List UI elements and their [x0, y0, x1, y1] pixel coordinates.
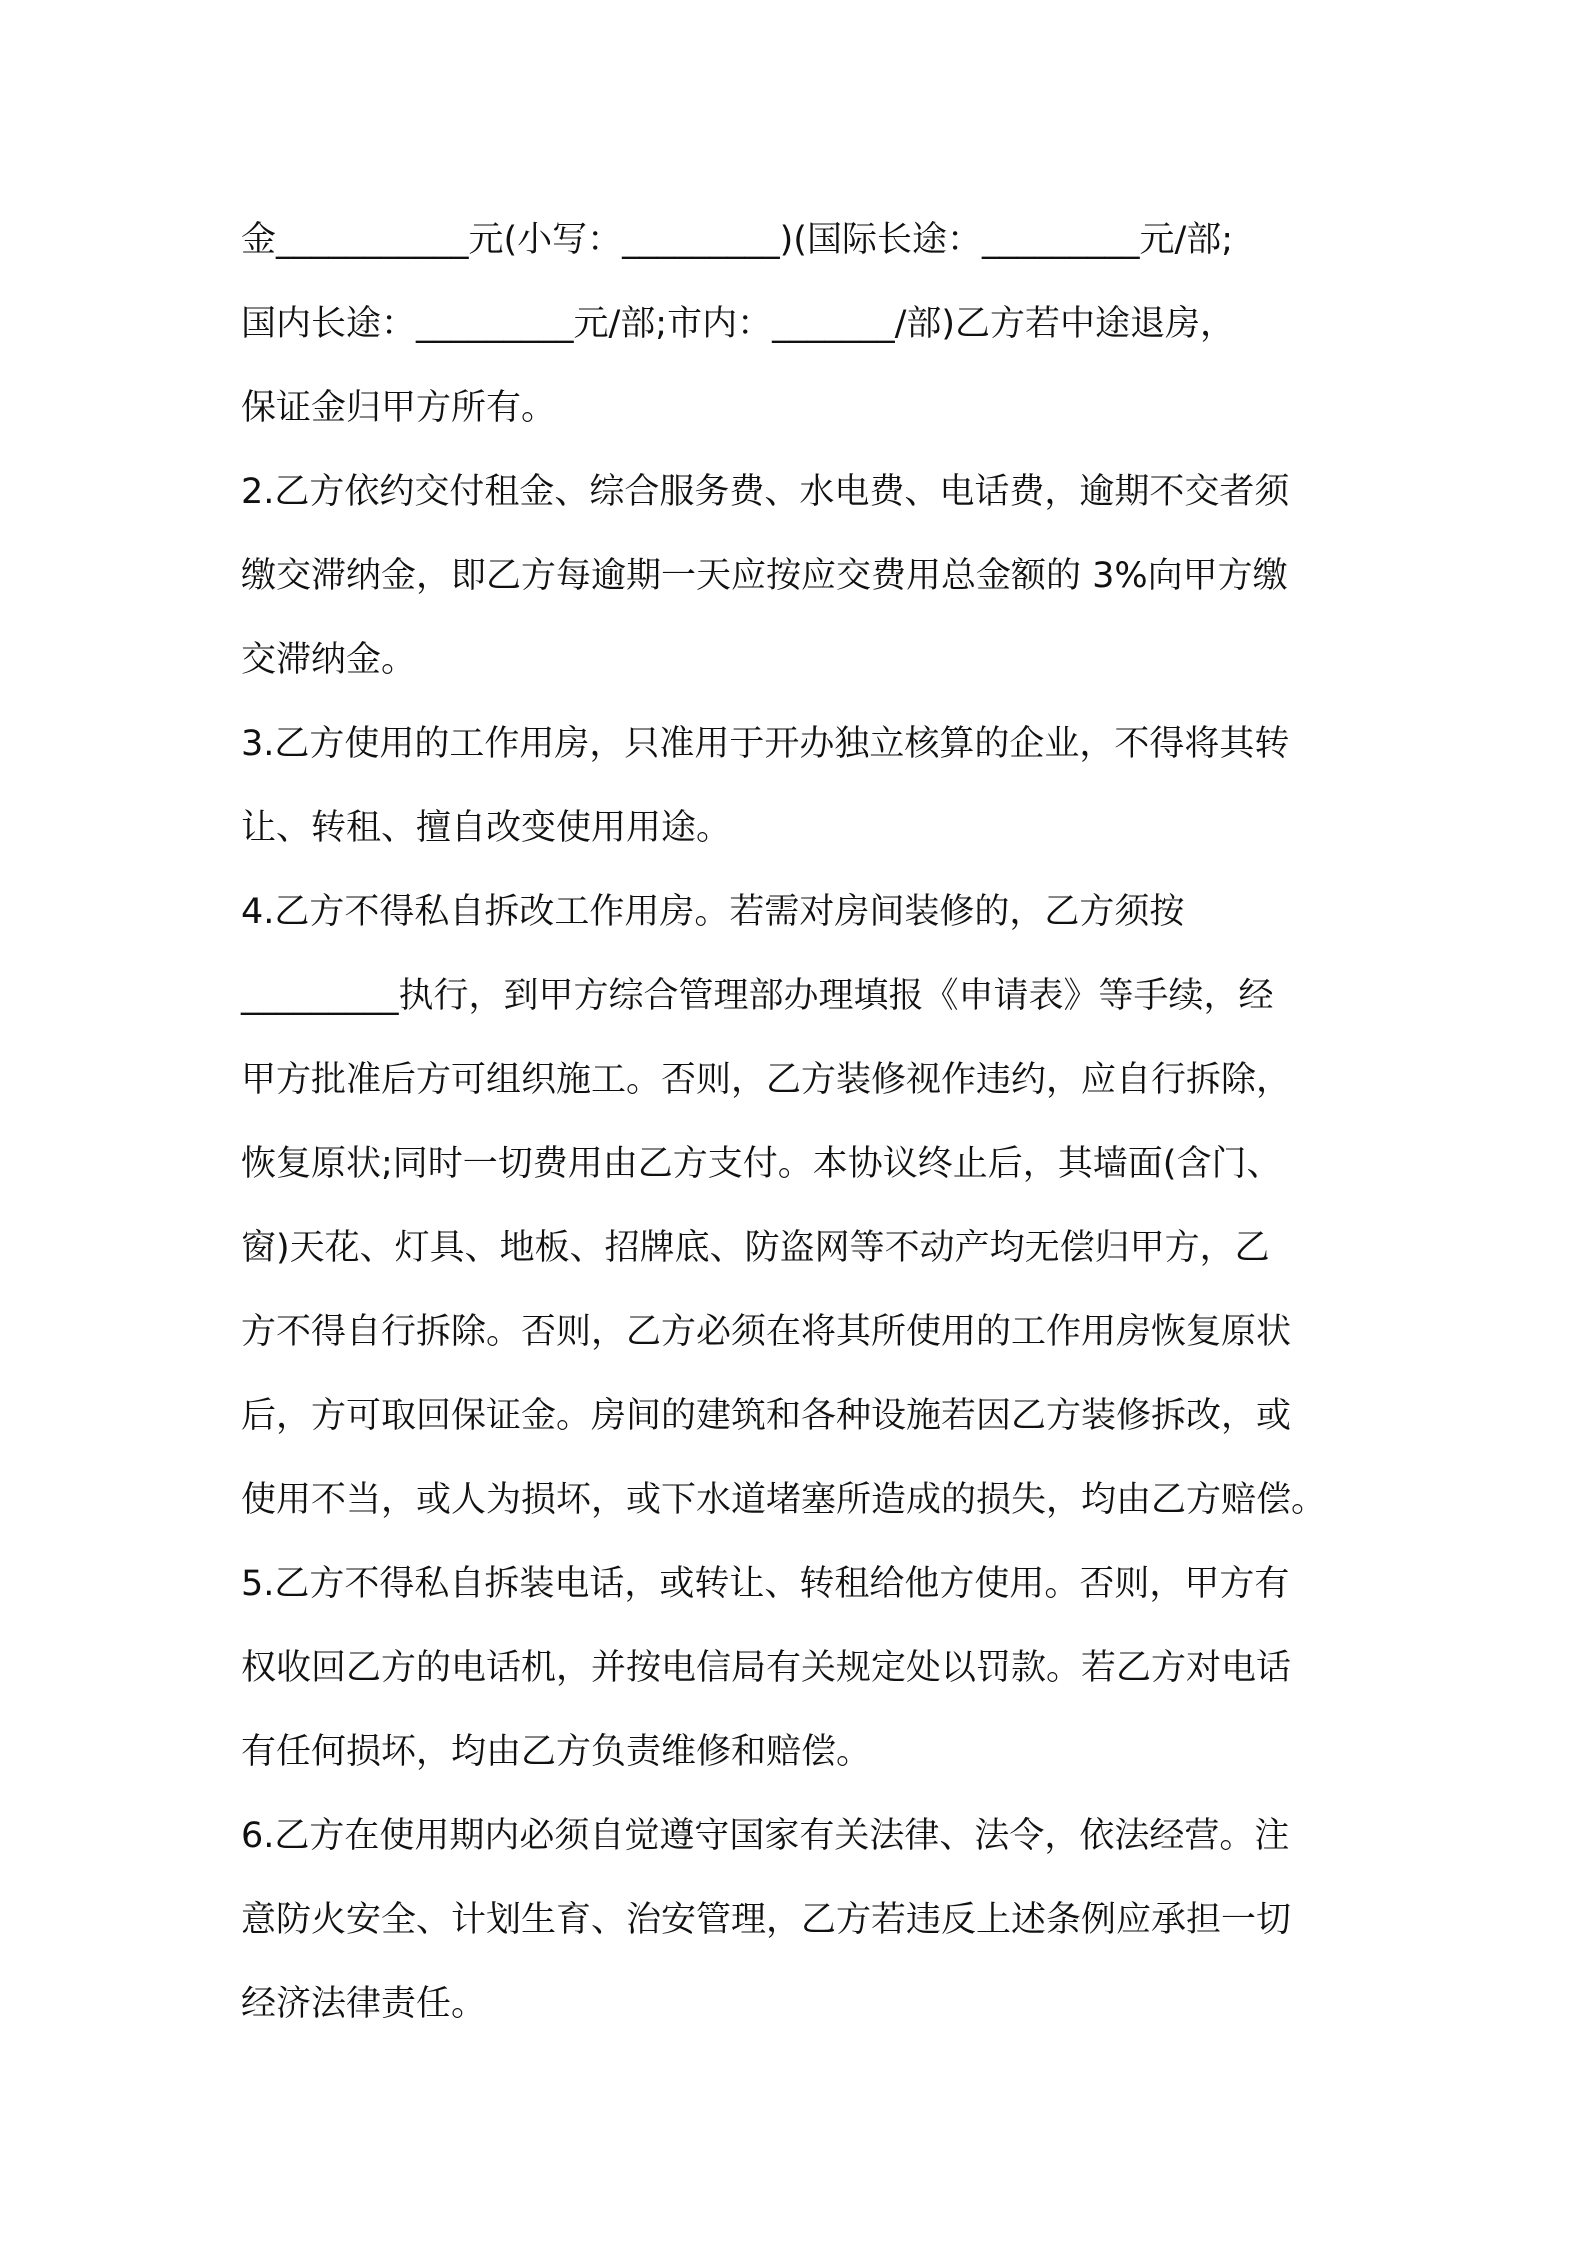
text-line: _________执行，到甲方综合管理部办理填报《申请表》等手续，经 — [241, 976, 1274, 1016]
text-line: 缴交滞纳金，即乙方每逾期一天应按应交费用总金额的 3%向甲方缴 — [241, 556, 1288, 596]
text-line: 甲方批准后方可组织施工。否则，乙方装修视作违约，应自行拆除， — [241, 1060, 1292, 1100]
clause-2-line: 2.乙方依约交付租金、综合服务费、水电费、电话费，逾期不交者须 — [241, 472, 1290, 512]
text-line: 让、转租、擅自改变使用用途。 — [241, 808, 732, 848]
text-line: 国内长途：_________元/部;市内：_______/部)乙方若中途退房， — [241, 304, 1236, 344]
clause-6-line: 6.乙方在使用期内必须自觉遵守国家有关法律、法令，依法经营。注 — [241, 1816, 1290, 1856]
text-line: 意防火安全、计划生育、治安管理，乙方若违反上述条例应承担一切 — [241, 1900, 1292, 1940]
text-line: 窗)天花、灯具、地板、招牌底、防盗网等不动产均无偿归甲方，乙 — [241, 1228, 1270, 1268]
text-line: 金___________元(小写：_________)(国际长途：_________元/部; — [241, 220, 1234, 260]
text-line: 后，方可取回保证金。房间的建筑和各种设施若因乙方装修拆改，或 — [241, 1396, 1292, 1436]
text-line: 经济法律责任。 — [241, 1984, 487, 2024]
text-line: 保证金归甲方所有。 — [241, 388, 557, 428]
text-line: 交滞纳金。 — [241, 640, 417, 680]
text-line: 有任何损坏，均由乙方负责维修和赔偿。 — [241, 1732, 872, 1772]
clause-4-line: 4.乙方不得私自拆改工作用房。若需对房间装修的，乙方须按 — [241, 892, 1185, 932]
contract-text-body — [241, 198, 1351, 2046]
text-line: 使用不当，或人为损坏，或下水道堵塞所造成的损失，均由乙方赔偿。 — [241, 1480, 1327, 1520]
clause-5-line: 5.乙方不得私自拆装电话，或转让、转租给他方使用。否则，甲方有 — [241, 1564, 1290, 1604]
text-line: 方不得自行拆除。否则，乙方必须在将其所使用的工作用房恢复原状 — [241, 1312, 1292, 1352]
text-line: 权收回乙方的电话机，并按电信局有关规定处以罚款。若乙方对电话 — [241, 1648, 1292, 1688]
text-line: 恢复原状;同时一切费用由乙方支付。本协议终止后，其墙面(含门、 — [241, 1144, 1282, 1184]
clause-3-line: 3.乙方使用的工作用房，只准用于开办独立核算的企业，不得将其转 — [241, 724, 1290, 764]
